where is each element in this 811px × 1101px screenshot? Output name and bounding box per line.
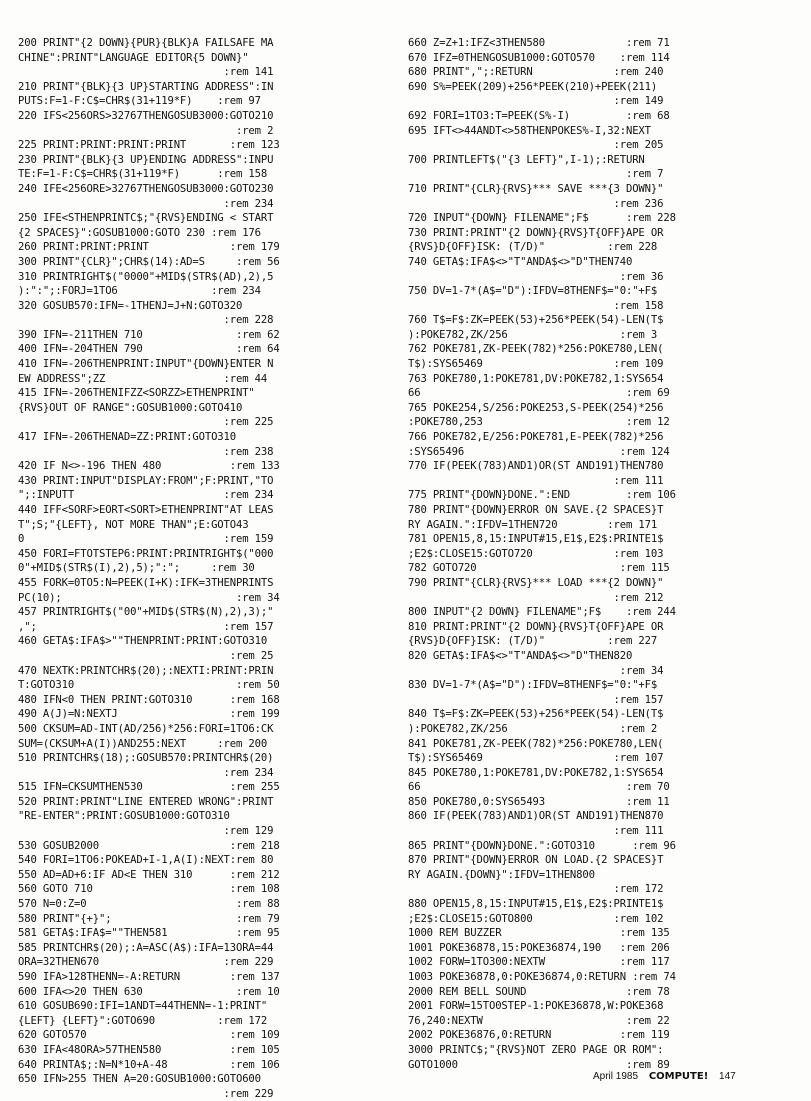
program-line (18, 664, 396, 693)
program-line (18, 926, 396, 941)
program-line (18, 503, 396, 547)
code-text: 560 GOTO 710 :rem 108 (18, 883, 280, 896)
program-line (18, 970, 396, 985)
program-line (18, 153, 396, 182)
code-text: 460 GETA$:IFA$>""THENPRINT:PRINT:GOTO310 (18, 635, 268, 648)
code-text: 220 IFS<256ORS>32767THENGOSUB3000:GOTO210 (18, 109, 274, 122)
page-footer (593, 1071, 736, 1082)
code-text: 230 PRINT"{BLK}{3 UP}ENDING ADDRESS":INPU (18, 153, 274, 166)
code-text: 66 :rem 69 (408, 387, 670, 400)
code-text: 390 IFN=-211THEN 710 :rem 62 (18, 328, 280, 341)
program-line (18, 1043, 396, 1058)
program-line (18, 897, 396, 912)
code-text: SUM=(CKSUM+A(I))AND255:NEXT :rem 200 (18, 737, 268, 750)
program-line (18, 459, 396, 474)
program-line (408, 970, 793, 985)
program-line (408, 561, 793, 576)
program-line (408, 649, 793, 678)
program-line (18, 882, 396, 897)
code-text: :rem 238 (18, 445, 274, 458)
code-text: 710 PRINT"{CLR}{RVS}*** SAVE ***{3 DOWN}" (408, 182, 664, 195)
code-text: 860 IF(PEEK(783)AND1)OR(ST AND191)THEN870 (408, 810, 664, 823)
code-text: :rem 234 (18, 766, 274, 779)
code-text: 770 IF(PEEK(783)AND1)OR(ST AND191)THEN780 (408, 460, 664, 473)
code-text: :rem 205 (408, 139, 664, 152)
code-text: 210 PRINT"{BLK}{3 UP}STARTING ADDRESS":IN (18, 80, 274, 93)
code-text: :rem 149 (408, 95, 664, 108)
program-line (408, 255, 793, 284)
code-text: ,"; :rem 157 (18, 620, 274, 633)
program-line (408, 766, 793, 795)
program-line (408, 605, 793, 620)
program-line (408, 284, 793, 313)
code-text: {RVS}D{OFF}ISK: (T/D)" :rem 227 (408, 635, 658, 648)
program-line (18, 999, 396, 1028)
code-text: ):":";:FORJ=1TO6 :rem 234 (18, 285, 261, 298)
code-text: "RE-ENTER":PRINT:GOSUB1000:GOTO310 (18, 810, 230, 823)
magazine-name: COMPUTE! (648, 1071, 709, 1082)
code-text: 0 :rem 159 (18, 533, 274, 546)
code-text: 730 PRINT:PRINT"{2 DOWN}{RVS}T{OFF}APE OR (408, 226, 664, 239)
program-line (18, 941, 396, 970)
code-text: 830 DV=1-7*(A$="D"):IFDV=8THENF$="0:"+F$ (408, 679, 658, 692)
code-text: 650 IFN>255 THEN A=20:GOSUB1000:GOTO600 (18, 1073, 261, 1086)
code-text: ):POKE782,ZK/256 :rem 2 (408, 722, 658, 735)
program-line (18, 985, 396, 1000)
code-text: :rem 212 (408, 591, 664, 604)
page-number: 147 (719, 1071, 736, 1082)
program-line (18, 751, 396, 780)
program-line (408, 620, 793, 649)
program-line (18, 270, 396, 299)
program-line (18, 634, 396, 663)
code-text: 630 IFA<48ORA>57THEN580 :rem 105 (18, 1043, 280, 1056)
code-text: 200 PRINT"{2 DOWN}{PUR}{BLK}A FAILSAFE MA (18, 37, 274, 49)
code-text: 260 PRINT:PRINT:PRINT :rem 179 (18, 241, 280, 254)
program-line (18, 780, 396, 795)
code-text: CHINE":PRINT"LANGUAGE EDITOR{5 DOWN}" (18, 51, 249, 64)
program-line (18, 693, 396, 708)
code-text: 240 IFE<256ORE>32767THENGOSUB3000:GOTO230 (18, 182, 274, 195)
program-line (408, 80, 793, 109)
program-line (408, 795, 793, 810)
program-line (18, 328, 396, 343)
code-text: 480 IFN<0 THEN PRINT:GOTO310 :rem 168 (18, 693, 280, 706)
program-line (18, 240, 396, 255)
program-line (408, 342, 793, 371)
code-text: 640 PRINTA$;:N=N*10+A-48 :rem 106 (18, 1058, 280, 1071)
code-text: 580 PRINT"{+}"; :rem 79 (18, 912, 280, 925)
code-text: TE:F=1-F:C$=CHR$(31+119*F) :rem 158 (18, 168, 268, 181)
code-text: 765 POKE254,S/256:POKE253,S-PEEK(254)*256 (408, 401, 664, 414)
code-text: 250 IFE<STHENPRINTC$;"{RVS}ENDING < START (18, 212, 274, 225)
code-text: ";:INPUTT :rem 234 (18, 489, 274, 502)
code-text: 1002 FORW=1TO300:NEXTW :rem 117 (408, 956, 670, 969)
code-text: 2001 FORW=15TO0STEP-1:POKE36878,W:POKE368 (408, 1000, 664, 1013)
code-text: :rem 229 (18, 1087, 274, 1100)
program-line (18, 109, 396, 138)
code-text: 1001 POKE36878,15:POKE36874,190 :rem 206 (408, 941, 670, 954)
code-text: :rem 172 (408, 883, 664, 896)
program-line (408, 65, 793, 80)
code-text: 540 FORI=1TO6:POKEAD+I-1,A(I):NEXT:rem 80 (18, 854, 274, 867)
program-line (408, 372, 793, 401)
code-text: 510 PRINTCHR$(18);:GOSUB570:PRINTCHR$(20) (18, 752, 274, 765)
program-line (18, 36, 396, 80)
program-line (18, 576, 396, 605)
program-line (18, 430, 396, 459)
code-text: 763 POKE780,1:POKE781,DV:POKE782,1:SYS654 (408, 372, 664, 385)
program-line (408, 853, 793, 897)
code-text: :rem 34 (408, 664, 664, 677)
code-text: {2 SPACES}":GOSUB1000:GOTO 230 :rem 176 (18, 226, 261, 239)
program-line (408, 313, 793, 342)
code-text: T";S;"{LEFT}, NOT MORE THAN";E:GOTO43 (18, 518, 249, 531)
code-text: 740 GETA$:IFA$<>"T"ANDA$<>"D"THEN740 (408, 255, 633, 268)
code-text: 870 PRINT"{DOWN}ERROR ON LOAD.{2 SPACES}T (408, 854, 664, 867)
code-text: 865 PRINT"{DOWN}DONE.":GOTO310 :rem 96 (408, 839, 676, 852)
code-text: 660 Z=Z+1:IFZ<3THEN580 :rem 71 (408, 37, 670, 49)
code-text: :rem 111 (408, 474, 664, 487)
code-text: GOTO1000 :rem 89 (408, 1058, 670, 1071)
code-text: ;E2$:CLOSE15:GOTO720 :rem 103 (408, 547, 664, 560)
code-text: 840 T$=F$:ZK=PEEK(53)+256*PEEK(54)-LEN(T$ (408, 708, 664, 721)
code-text: 610 GOSUB690:IFI=1ANDT=44THENN=-1:PRINT" (18, 1000, 268, 1013)
code-text: 850 POKE780,0:SYS65493 :rem 11 (408, 795, 670, 808)
listing-right-column (408, 36, 793, 1072)
code-text: 300 PRINT"{CLR}";CHR$(14):AD=S :rem 56 (18, 255, 280, 268)
code-text: PUTS:F=1-F:C$=CHR$(31+119*F) :rem 97 (18, 95, 261, 108)
code-text: 430 PRINT:INPUT"DISPLAY:FROM";F:PRINT,"TO (18, 474, 274, 487)
code-text: 1003 POKE36878,0:POKE36874,0:RETURN :rem 74 (408, 971, 676, 983)
program-line (18, 547, 396, 576)
code-text: 762 POKE781,ZK-PEEK(782)*256:POKE780,LEN( (408, 343, 664, 356)
code-text: :SYS65496 :rem 124 (408, 445, 670, 458)
program-line (18, 80, 396, 109)
program-line (408, 503, 793, 532)
program-line (408, 839, 793, 854)
code-text: 457 PRINTRIGHT$("00"+MID$(STR$(N),2),3);" (18, 606, 274, 619)
program-line (408, 985, 793, 1000)
program-line (18, 255, 396, 270)
program-line (408, 897, 793, 926)
code-text: :rem 157 (408, 693, 664, 706)
code-text: 845 POKE780,1:POKE781,DV:POKE782,1:SYS654 (408, 766, 664, 779)
program-line (408, 707, 793, 736)
program-line (408, 532, 793, 561)
program-line (18, 853, 396, 868)
code-text: 400 IFN=-204THEN 790 :rem 64 (18, 343, 280, 356)
code-text: 570 N=0:Z=0 :rem 88 (18, 898, 280, 911)
code-text: 690 S%=PEEK(209)+256*PEEK(210)+PEEK(211) (408, 80, 658, 93)
code-text: 670 IFZ=0THENGOSUB1000:GOTO570 :rem 114 (408, 51, 670, 64)
code-text: :rem 2 (18, 124, 274, 137)
program-line (18, 707, 396, 722)
program-line (18, 605, 396, 634)
program-line (408, 809, 793, 838)
code-text: :rem 234 (18, 197, 274, 210)
program-line (18, 1072, 396, 1101)
program-line (408, 1028, 793, 1043)
code-text: 695 IFT<>44ANDT<>58THENPOKES%-I,32:NEXT (408, 124, 651, 137)
program-line (408, 226, 793, 255)
code-text: :rem 25 (18, 649, 274, 662)
program-line (408, 678, 793, 707)
program-line (408, 153, 793, 182)
code-text: :rem 228 (18, 314, 274, 327)
code-text: ORA=32THEN670 :rem 229 (18, 956, 274, 969)
code-text: 800 INPUT"{2 DOWN} FILENAME";F$ :rem 244 (408, 606, 676, 619)
program-line (408, 51, 793, 66)
code-text: 2002 POKE36876,0:RETURN :rem 119 (408, 1029, 670, 1042)
program-line (18, 868, 396, 883)
code-text: 600 IFA<>20 THEN 630 :rem 10 (18, 985, 280, 998)
program-line (18, 342, 396, 357)
program-line (18, 182, 396, 211)
program-line (408, 401, 793, 430)
program-line (18, 299, 396, 328)
program-line (18, 211, 396, 240)
code-text: 841 POKE781,ZK-PEEK(782)*256:POKE780,LEN( (408, 737, 664, 750)
code-text: 700 PRINTLEFT$("{3 LEFT}",I-1);:RETURN (408, 153, 645, 166)
program-line (408, 459, 793, 488)
program-line (408, 576, 793, 605)
program-line (408, 124, 793, 153)
code-text: 720 INPUT"{DOWN} FILENAME";F$ :rem 228 (408, 212, 676, 225)
code-text: 66 :rem 70 (408, 781, 670, 794)
code-text: {RVS}OUT OF RANGE":GOSUB1000:GOTO410 (18, 401, 243, 414)
code-text: 1000 REM BUZZER :rem 135 (408, 927, 670, 940)
code-text: 550 AD=AD+6:IF AD<E THEN 310 :rem 212 (18, 868, 280, 881)
code-text: 780 PRINT"{DOWN}ERROR ON SAVE.{2 SPACES}T (408, 504, 664, 516)
code-text: 2000 REM BELL SOUND :rem 78 (408, 985, 670, 998)
code-text: :rem 158 (408, 299, 664, 312)
code-text: 590 IFA>128THENN=-A:RETURN :rem 137 (18, 971, 280, 983)
code-text: 450 FORI=FTOTSTEP6:PRINT:PRINTRIGHT$("000 (18, 547, 274, 560)
program-line (408, 1043, 793, 1072)
code-text: 420 IF N<>-196 THEN 480 :rem 133 (18, 460, 280, 473)
code-text: :rem 225 (18, 416, 274, 429)
code-text: 515 IFN=CKSUMTHEN530 :rem 255 (18, 781, 280, 794)
program-line (408, 999, 793, 1028)
code-text: 880 OPEN15,8,15:INPUT#15,E1$,E2$:PRINTE1$ (408, 898, 664, 911)
code-text: 415 IFN=-206THENIFZZ<SORZZ>ETHENPRINT" (18, 387, 255, 400)
program-line (408, 737, 793, 766)
code-text: 455 FORK=0TO5:N=PEEK(I+K):IFK=3THENPRINTS (18, 576, 274, 589)
code-text: 520 PRINT:PRINT"LINE ENTERED WRONG":PRINT (18, 795, 274, 808)
code-text: :rem 7 (408, 168, 664, 181)
code-text: 781 OPEN15,8,15:INPUT#15,E1$,E2$:PRINTE1$ (408, 533, 664, 546)
program-line (408, 488, 793, 503)
code-text: 680 PRINT",";:RETURN :rem 240 (408, 66, 664, 79)
program-line (18, 1028, 396, 1043)
code-text: T$):SYS65469 :rem 107 (408, 752, 664, 765)
listing-left-column (18, 36, 396, 1101)
program-line (408, 926, 793, 941)
code-text: 775 PRINT"{DOWN}DONE.":END :rem 106 (408, 489, 676, 502)
code-text: 750 DV=1-7*(A$="D"):IFDV=8THENF$="0:"+F$ (408, 285, 658, 298)
program-line (18, 795, 396, 839)
code-text: T:GOTO310 :rem 50 (18, 679, 280, 692)
code-text: :rem 129 (18, 825, 274, 838)
code-text: 500 CKSUM=AD-INT(AD/256)*256:FORI=1TO6:CK (18, 722, 274, 735)
code-text: 585 PRINTCHR$(20);:A=ASC(A$):IFA=13ORA=44 (18, 941, 274, 954)
program-line (18, 357, 396, 386)
code-text: T$):SYS65469 :rem 109 (408, 358, 664, 371)
code-text: 530 GOSUB2000 :rem 218 (18, 839, 280, 852)
code-text: 760 T$=F$:ZK=PEEK(53)+256*PEEK(54)-LEN(T$ (408, 314, 664, 327)
code-text: :rem 236 (408, 197, 664, 210)
code-text: 766 POKE782,E/256:POKE781,E-PEEK(782)*256 (408, 431, 664, 444)
code-text: 810 PRINT:PRINT"{2 DOWN}{RVS}T{OFF}APE OR (408, 620, 664, 633)
program-line (18, 386, 396, 430)
program-line (408, 955, 793, 970)
code-text: :POKE780,253 :rem 12 (408, 416, 670, 429)
code-text: 620 GOTO570 :rem 109 (18, 1029, 280, 1042)
program-line (18, 138, 396, 153)
code-text: 790 PRINT"{CLR}{RVS}*** LOAD ***{2 DOWN}" (408, 576, 664, 589)
code-text: :rem 36 (408, 270, 664, 283)
program-line (408, 182, 793, 211)
code-text: 692 FORI=1TO3:T=PEEK(S%-I) :rem 68 (408, 109, 670, 122)
program-line (18, 722, 396, 751)
program-line (18, 1058, 396, 1073)
code-text: RY AGAIN.{DOWN}":IFDV=1THEN800 (408, 868, 595, 881)
program-line (408, 109, 793, 124)
code-text: 0"+MID$(STR$(I),2),5);":"; :rem 30 (18, 562, 255, 575)
code-text: 440 IFF<SORF>EORT<SORT>ETHENPRINT"AT LEAS (18, 504, 274, 516)
code-text: 820 GETA$:IFA$<>"T"ANDA$<>"D"THEN820 (408, 649, 633, 662)
code-text: ):POKE782,ZK/256 :rem 3 (408, 328, 658, 341)
code-text: 3000 PRINTC$;"{RVS}NOT ZERO PAGE OR ROM": (408, 1043, 664, 1056)
program-line (408, 211, 793, 226)
code-text: RY AGAIN.":IFDV=1THEN720 :rem 171 (408, 518, 658, 531)
code-text: EW ADDRESS";ZZ :rem 44 (18, 372, 268, 385)
code-text: {LEFT} {LEFT}":GOTO690 :rem 172 (18, 1014, 268, 1027)
code-text: :rem 141 (18, 66, 274, 79)
program-line (18, 474, 396, 503)
program-line (408, 36, 793, 51)
code-text: 76,240:NEXTW :rem 22 (408, 1014, 670, 1027)
program-line (18, 839, 396, 854)
code-text: 417 IFN=-206THENAD=ZZ:PRINT:GOTO310 (18, 431, 236, 444)
code-text: 490 A(J)=N:NEXTJ :rem 199 (18, 708, 280, 721)
code-text: 581 GETA$:IFA$=""THEN581 :rem 95 (18, 927, 280, 940)
code-text: ;E2$:CLOSE15:GOTO800 :rem 102 (408, 912, 664, 925)
code-text: 320 GOSUB570:IFN=-1THENJ=J+N:GOTO320 (18, 299, 243, 312)
program-line (18, 912, 396, 927)
program-line (408, 430, 793, 459)
code-text: 225 PRINT:PRINT:PRINT:PRINT :rem 123 (18, 139, 280, 152)
code-text: 310 PRINTRIGHT$("0000"+MID$(STR$(AD),2),5 (18, 270, 274, 283)
code-text: :rem 111 (408, 825, 664, 838)
code-text: 782 GOTO720 :rem 115 (408, 562, 670, 575)
code-text: PC(10); :rem 34 (18, 591, 280, 604)
code-text: 410 IFN=-206THENPRINT:INPUT"{DOWN}ENTER N (18, 358, 274, 371)
code-text: {RVS}D{OFF}ISK: (T/D)" :rem 228 (408, 241, 658, 254)
issue-date: April 1985 (593, 1071, 639, 1082)
code-text: 470 NEXTK:PRINTCHR$(20);:NEXTI:PRINT:PRIN (18, 664, 274, 677)
program-line (408, 941, 793, 956)
